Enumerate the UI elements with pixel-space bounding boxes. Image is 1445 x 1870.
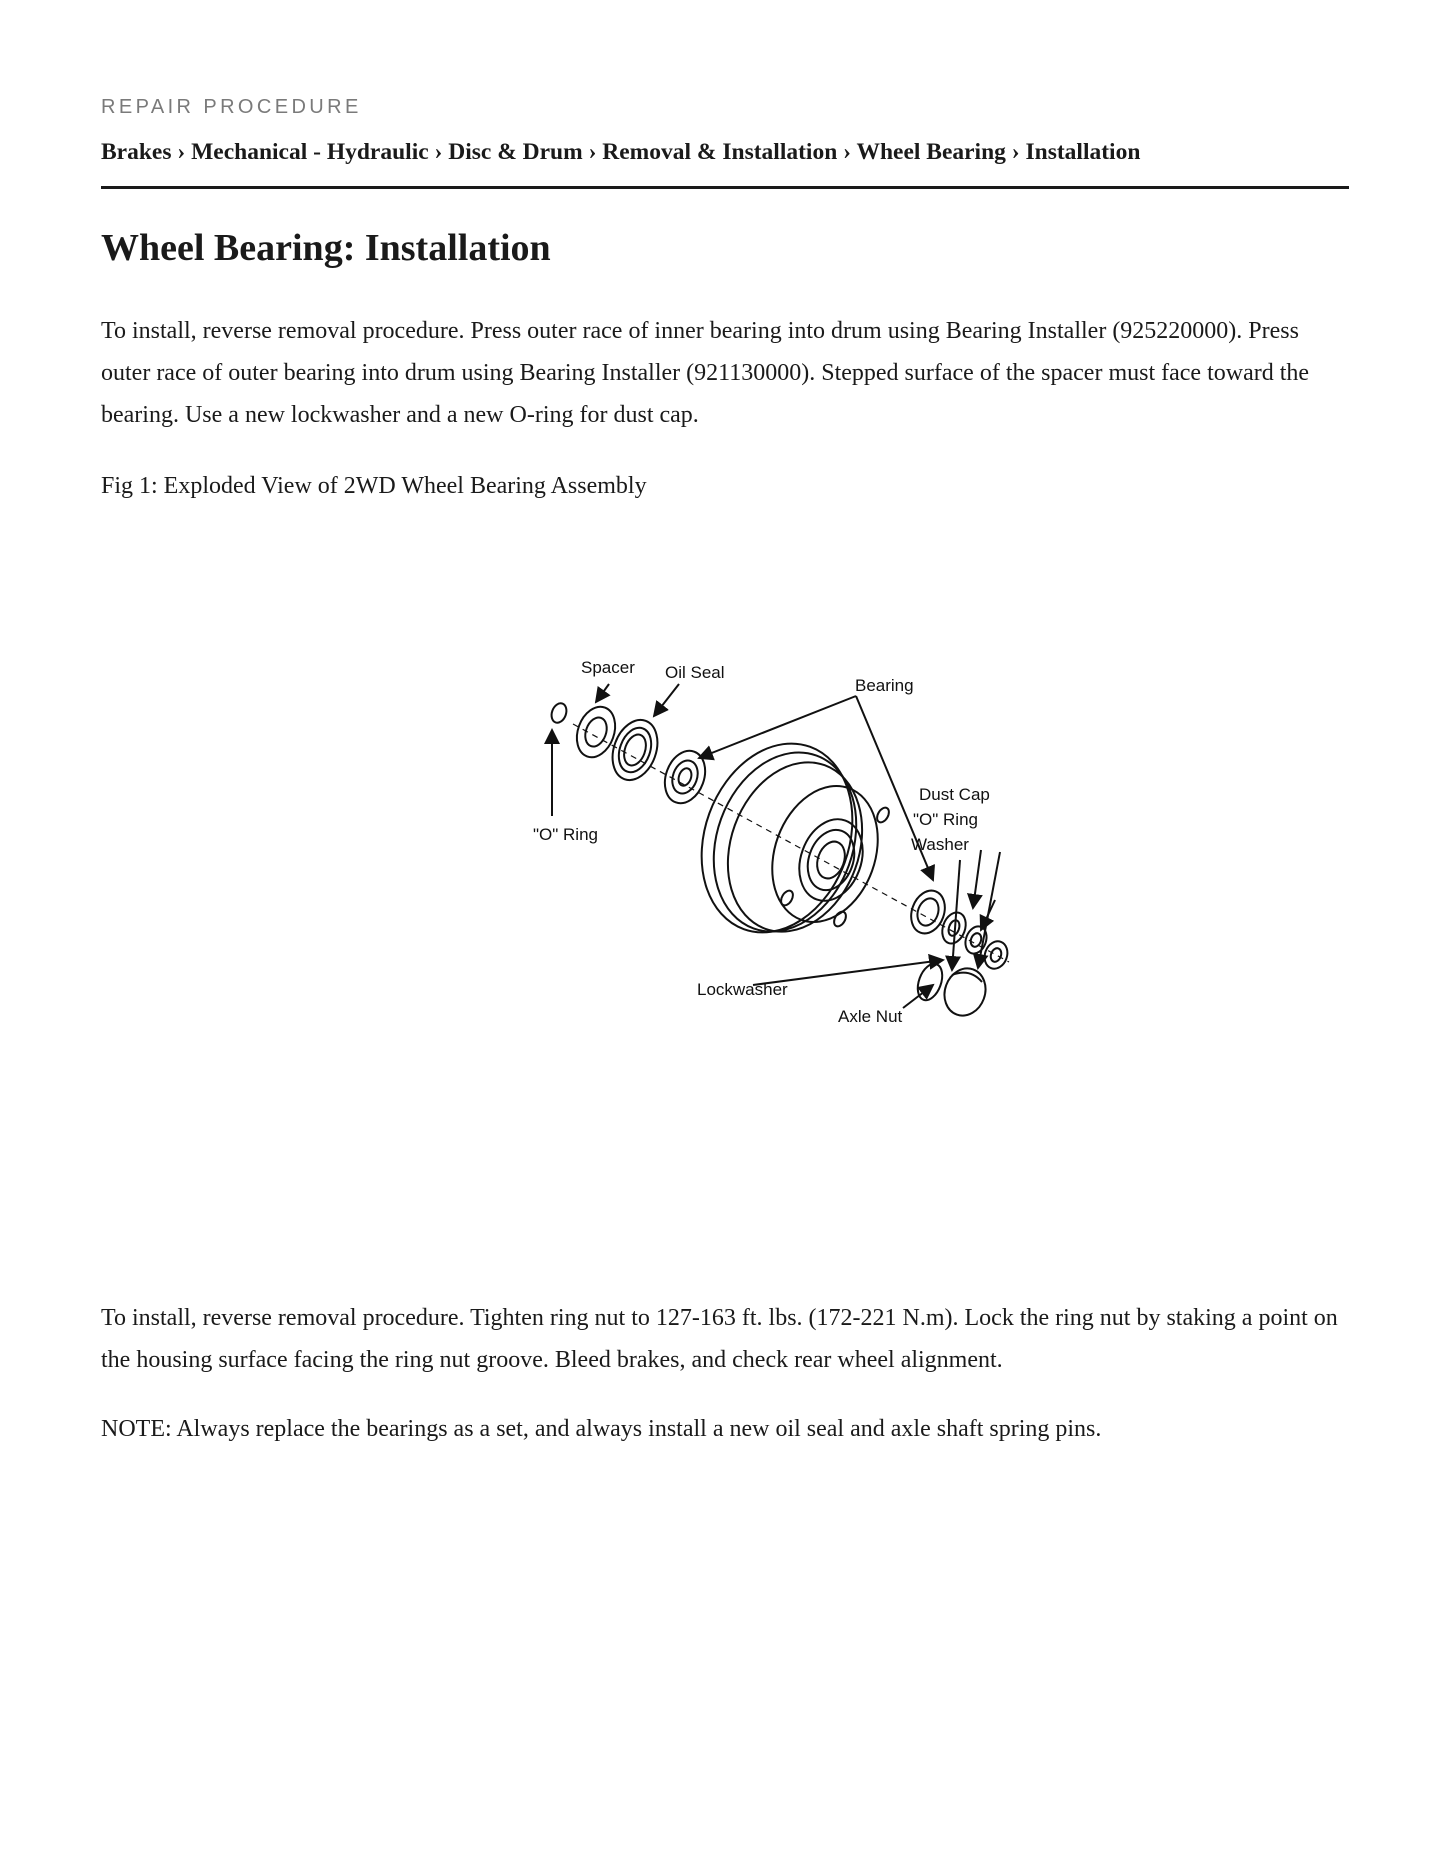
o-ring-left-part (549, 701, 569, 725)
breadcrumb-item-wheel-bearing: Wheel Bearing (856, 139, 1006, 165)
wheel-stud (779, 889, 796, 908)
o-ring-right-part (913, 960, 947, 1003)
inner-bearing-part (658, 745, 712, 809)
label-axle-nut: Axle Nut (838, 1007, 903, 1026)
figure-caption: Fig 1: Exploded View of 2WD Wheel Bearing Assembly (101, 473, 647, 499)
oil-seal-part (605, 714, 666, 787)
label-washer: Washer (911, 835, 969, 854)
breadcrumb-item-installation: Installation (1025, 139, 1141, 165)
note-paragraph: NOTE: Always replace the bearings as a set, and always install a new oil seal and axle shaft spring pins. (101, 1416, 1102, 1442)
label-oil-seal: Oil Seal (665, 663, 725, 682)
breadcrumb-separator: › (837, 139, 857, 165)
label-dust-cap: Dust Cap (919, 785, 990, 804)
wheel-stud (875, 806, 892, 825)
breadcrumb-item-brakes: Brakes (101, 139, 172, 165)
label-lockwasher: Lockwasher (697, 980, 788, 999)
breadcrumb-separator: › (1005, 139, 1026, 165)
breadcrumb-item-disc-drum: Disc & Drum (448, 139, 583, 165)
header-divider (101, 186, 1349, 189)
label-o-ring-left: "O" Ring (533, 825, 598, 844)
breadcrumb-separator: › (582, 139, 603, 165)
installation-paragraph: To install, reverse removal procedure. Press outer race of inner bearing into drum using Bearing Installer (925220000). Press outer race of outer bearing into drum using Bearing Installer (921130000). Stepped surface of the spacer must face toward the bearing. Use a new lockwasher and a new O-ring for dust cap. (101, 318, 1310, 428)
ring-nut-paragraph: To install, reverse removal procedure. Tighten ring nut to 127-163 ft. lbs. (172-221 N.m). Lock the ring nut by staking a point on the housing surface facing the ring nut groove. Bleed brakes, and check rear wheel alignment. (101, 1305, 1338, 1373)
breadcrumb-separator: › (171, 139, 192, 165)
dust-cap-part (938, 963, 992, 1022)
spacer-part (570, 701, 622, 762)
document-type-label: REPAIR PROCEDURE (101, 96, 362, 118)
breadcrumb-item-mechanical-hydraulic: Mechanical - Hydraulic (191, 139, 429, 165)
page-title: Wheel Bearing: Installation (101, 227, 551, 269)
label-spacer: Spacer (581, 658, 635, 677)
breadcrumb-separator: › (428, 139, 449, 165)
label-o-ring-right: "O" Ring (913, 810, 978, 829)
breadcrumb (101, 139, 1140, 166)
dust-cap-overlay (900, 840, 1010, 1040)
label-bearing: Bearing (855, 676, 914, 695)
breadcrumb-item-removal-installation: Removal & Installation (602, 139, 838, 165)
wheel-stud (832, 910, 849, 929)
